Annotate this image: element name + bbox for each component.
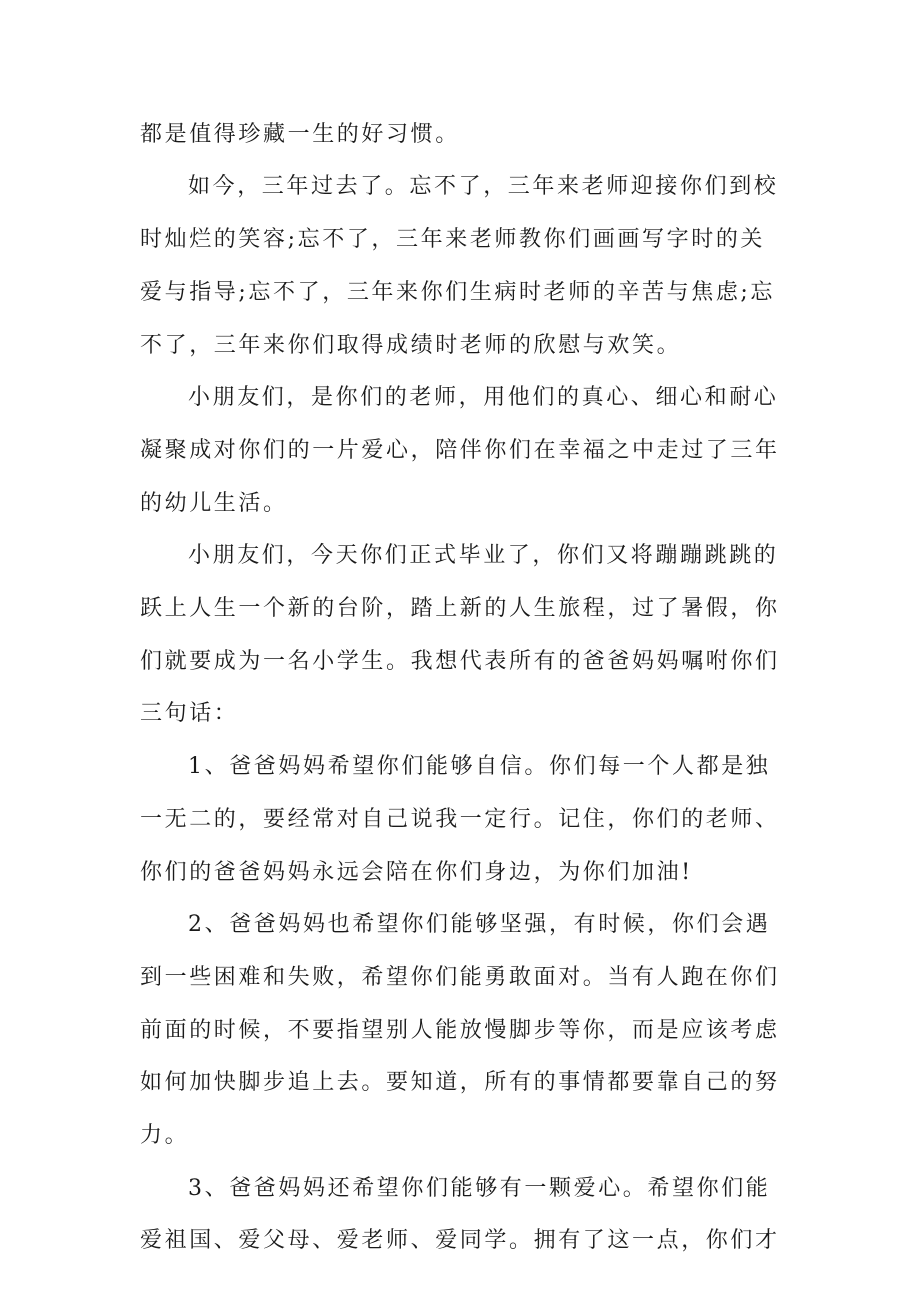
text-line: 3、爸爸妈妈还希望你们能够有一颗爱心。希望你们能 (188, 1176, 771, 1201)
text-line: 们就要成为一名小学生。我想代表所有的爸爸妈妈嘱咐你们 (140, 649, 780, 674)
text-line: 2、爸爸妈妈也希望你们能够坚强，有时候，你们会遇 (188, 912, 771, 937)
text-line: 跃上人生一个新的台阶，踏上新的人生旅程，过了暑假，你 (140, 596, 780, 621)
text-line: 到一些困难和失败，希望你们能勇敢面对。当有人跑在你们 (140, 965, 780, 990)
text-line: 如何加快脚步追上去。要知道，所有的事情都要靠自己的努 (140, 1070, 780, 1095)
text-line: 时灿烂的笑容;忘不了，三年来老师教你们画画写字时的关 (140, 227, 766, 252)
text-line: 凝聚成对你们的一片爱心，陪伴你们在幸福之中走过了三年 (140, 438, 780, 463)
text-line: 一无二的，要经常对自己说我一定行。记住，你们的老师、 (140, 807, 780, 832)
text-line: 1、爸爸妈妈希望你们能够自信。你们每一个人都是独 (188, 754, 771, 779)
text-line: 爱祖国、爱父母、爱老师、爱同学。拥有了这一点，你们才 (140, 1228, 780, 1253)
text-line: 前面的时候，不要指望别人能放慢脚步等你，而是应该考虑 (140, 1018, 780, 1043)
text-line: 不了，三年来你们取得成绩时老师的欣慰与欢笑。 (140, 333, 682, 358)
text-line: 都是值得珍藏一生的好习惯。 (140, 122, 460, 147)
text-line: 小朋友们，今天你们正式毕业了，你们又将蹦蹦跳跳的 (188, 543, 779, 568)
text-line: 小朋友们，是你们的老师，用他们的真心、细心和耐心 (188, 385, 779, 410)
text-line: 力。 (140, 1123, 190, 1148)
text-line: 的幼儿生活。 (140, 491, 288, 516)
text-line: 三句话： (140, 701, 239, 726)
text-line: 你们的爸爸妈妈永远会陪在你们身边，为你们加油! (140, 860, 693, 885)
text-line: 爱与指导;忘不了，三年来你们生病时老师的辛苦与焦虑;忘 (140, 280, 776, 305)
text-line: 如今，三年过去了。忘不了，三年来老师迎接你们到校 (188, 174, 779, 199)
